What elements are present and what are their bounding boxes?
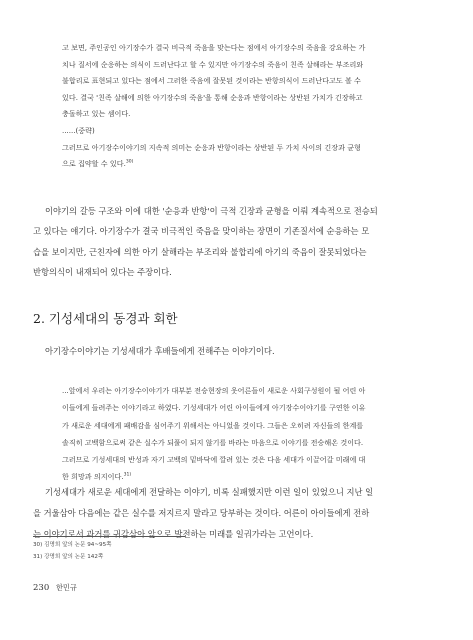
quote-line: ...앞에서 우리는 아기장수이야기가 대부분 전승현장의 웃어른들이 새로운 사회구성원이 될 어린 아 [62, 386, 366, 395]
quote-text: 한 희망과 의지이다. [62, 472, 124, 482]
footnotes [33, 540, 333, 563]
body-line: 반항의식이 내재되어 있다는 주장이다. [33, 266, 172, 277]
section-heading: 2. 기성세대의 동경과 회한 [33, 311, 178, 326]
footnote-ref-30[interactable]: 30) [125, 159, 134, 165]
block-quote-2 [62, 382, 410, 486]
body-line: 고 있다는 얘기다. 아기장수가 결국 비극적인 죽음을 맞이하는 장면이 기존질서에 순응하는 모 [33, 226, 370, 237]
quote-text: 으로 집약할 수 있다. [62, 159, 126, 169]
footnote-ref-31[interactable]: 31) [123, 473, 132, 479]
quote-line: 이들에게 들려주는 이야기라고 하였다. 기성세대가 어린 아이들에게 아기장수이야기를 구연한 이유 [62, 403, 366, 413]
body-line: 기성세대가 새로운 세대에게 전달하는 이야기, 비록 실패했지만 이런 일이 있었으니 지난 일 [45, 487, 374, 497]
section-lead [33, 343, 441, 359]
quote-line: 그러므로 기성세대의 반성과 자기 고백의 밑바닥에 깔려 있는 것은 다음 세대가 이끌어갈 미래에 대 [62, 455, 366, 465]
quote-line: 솔직히 고백함으로써 같은 실수가 되풀이 되지 않기를 바라는 마음으로 이야기를 전승해온 것이다. [62, 437, 364, 447]
body-paragraph-1 [33, 201, 441, 282]
footnote-30: 30) 김명희 앞의 논문 94~95쪽 [33, 542, 112, 548]
quote-line: 치나 질서에 순응하는 의식이 드러난다고 할 수 있지만 아기장수의 죽음이 친족 살해라는 부조리와 [62, 59, 364, 69]
author-name: 한민규 [55, 583, 77, 592]
body-line: 을 거울삼아 다음에는 같은 실수를 저지르지 말라고 당부하는 것이다. 어른이 아이들에게 전하 [33, 508, 370, 518]
footnote-divider [33, 536, 185, 537]
quote-line [62, 156, 410, 173]
block-quote-1 [62, 40, 410, 173]
page-footer [33, 582, 233, 594]
quote-line: ......(중략) [62, 125, 95, 135]
quote-line: 충돌하고 있는 셈이다. [62, 109, 131, 119]
quote-line: 불합리로 표현되고 있다는 점에서 그러한 죽음에 잘못된 것이라는 반항의식이 드러난다고도 볼 수 [62, 76, 361, 86]
footnote-31: 31) 강명희 앞의 논문 142쪽 [33, 553, 104, 560]
lead-line: 아기장수이야기는 기성세대가 후배들에게 전해주는 이야기이다. [45, 346, 275, 356]
quote-line: 있다. 결국 '친족 살해에 의한 아기장수의 죽음'을 통해 순응과 반항이라는 상반된 가치가 긴장하고 [62, 92, 363, 102]
page-number: 230 [33, 583, 50, 593]
body-line: 이야기의 갈등 구조와 이에 대한 '순응과 반항'이 극적 긴장과 균형을 이뤄 계속적으로 전승되 [45, 206, 378, 216]
body-line: 습을 보이지만, 근친자에 의한 아기 살해라는 부조리와 불합리에 아기의 죽음이 잘못되었다는 [33, 246, 367, 257]
body-line: 는 이야기로서 과거를 귀감삼아 앞으로 발전하는 미래를 일궈가라는 고언이다. [33, 529, 314, 539]
quote-line: 가 새로운 세대에게 패배감을 심어주기 위해서는 아니었을 것이다. 그들은 오히려 자신들의 한계를 [62, 420, 364, 430]
quote-line: 고 보면, 주인공인 아기장수가 결국 비극적 죽음을 맞는다는 점에서 아기장수의 죽음을 강요하는 가 [62, 43, 366, 52]
quote-line: 그러므로 아기장수이야기의 지속적 의미는 순응과 반항이라는 상반된 두 가치 사이의 긴장과 균형 [62, 142, 361, 152]
